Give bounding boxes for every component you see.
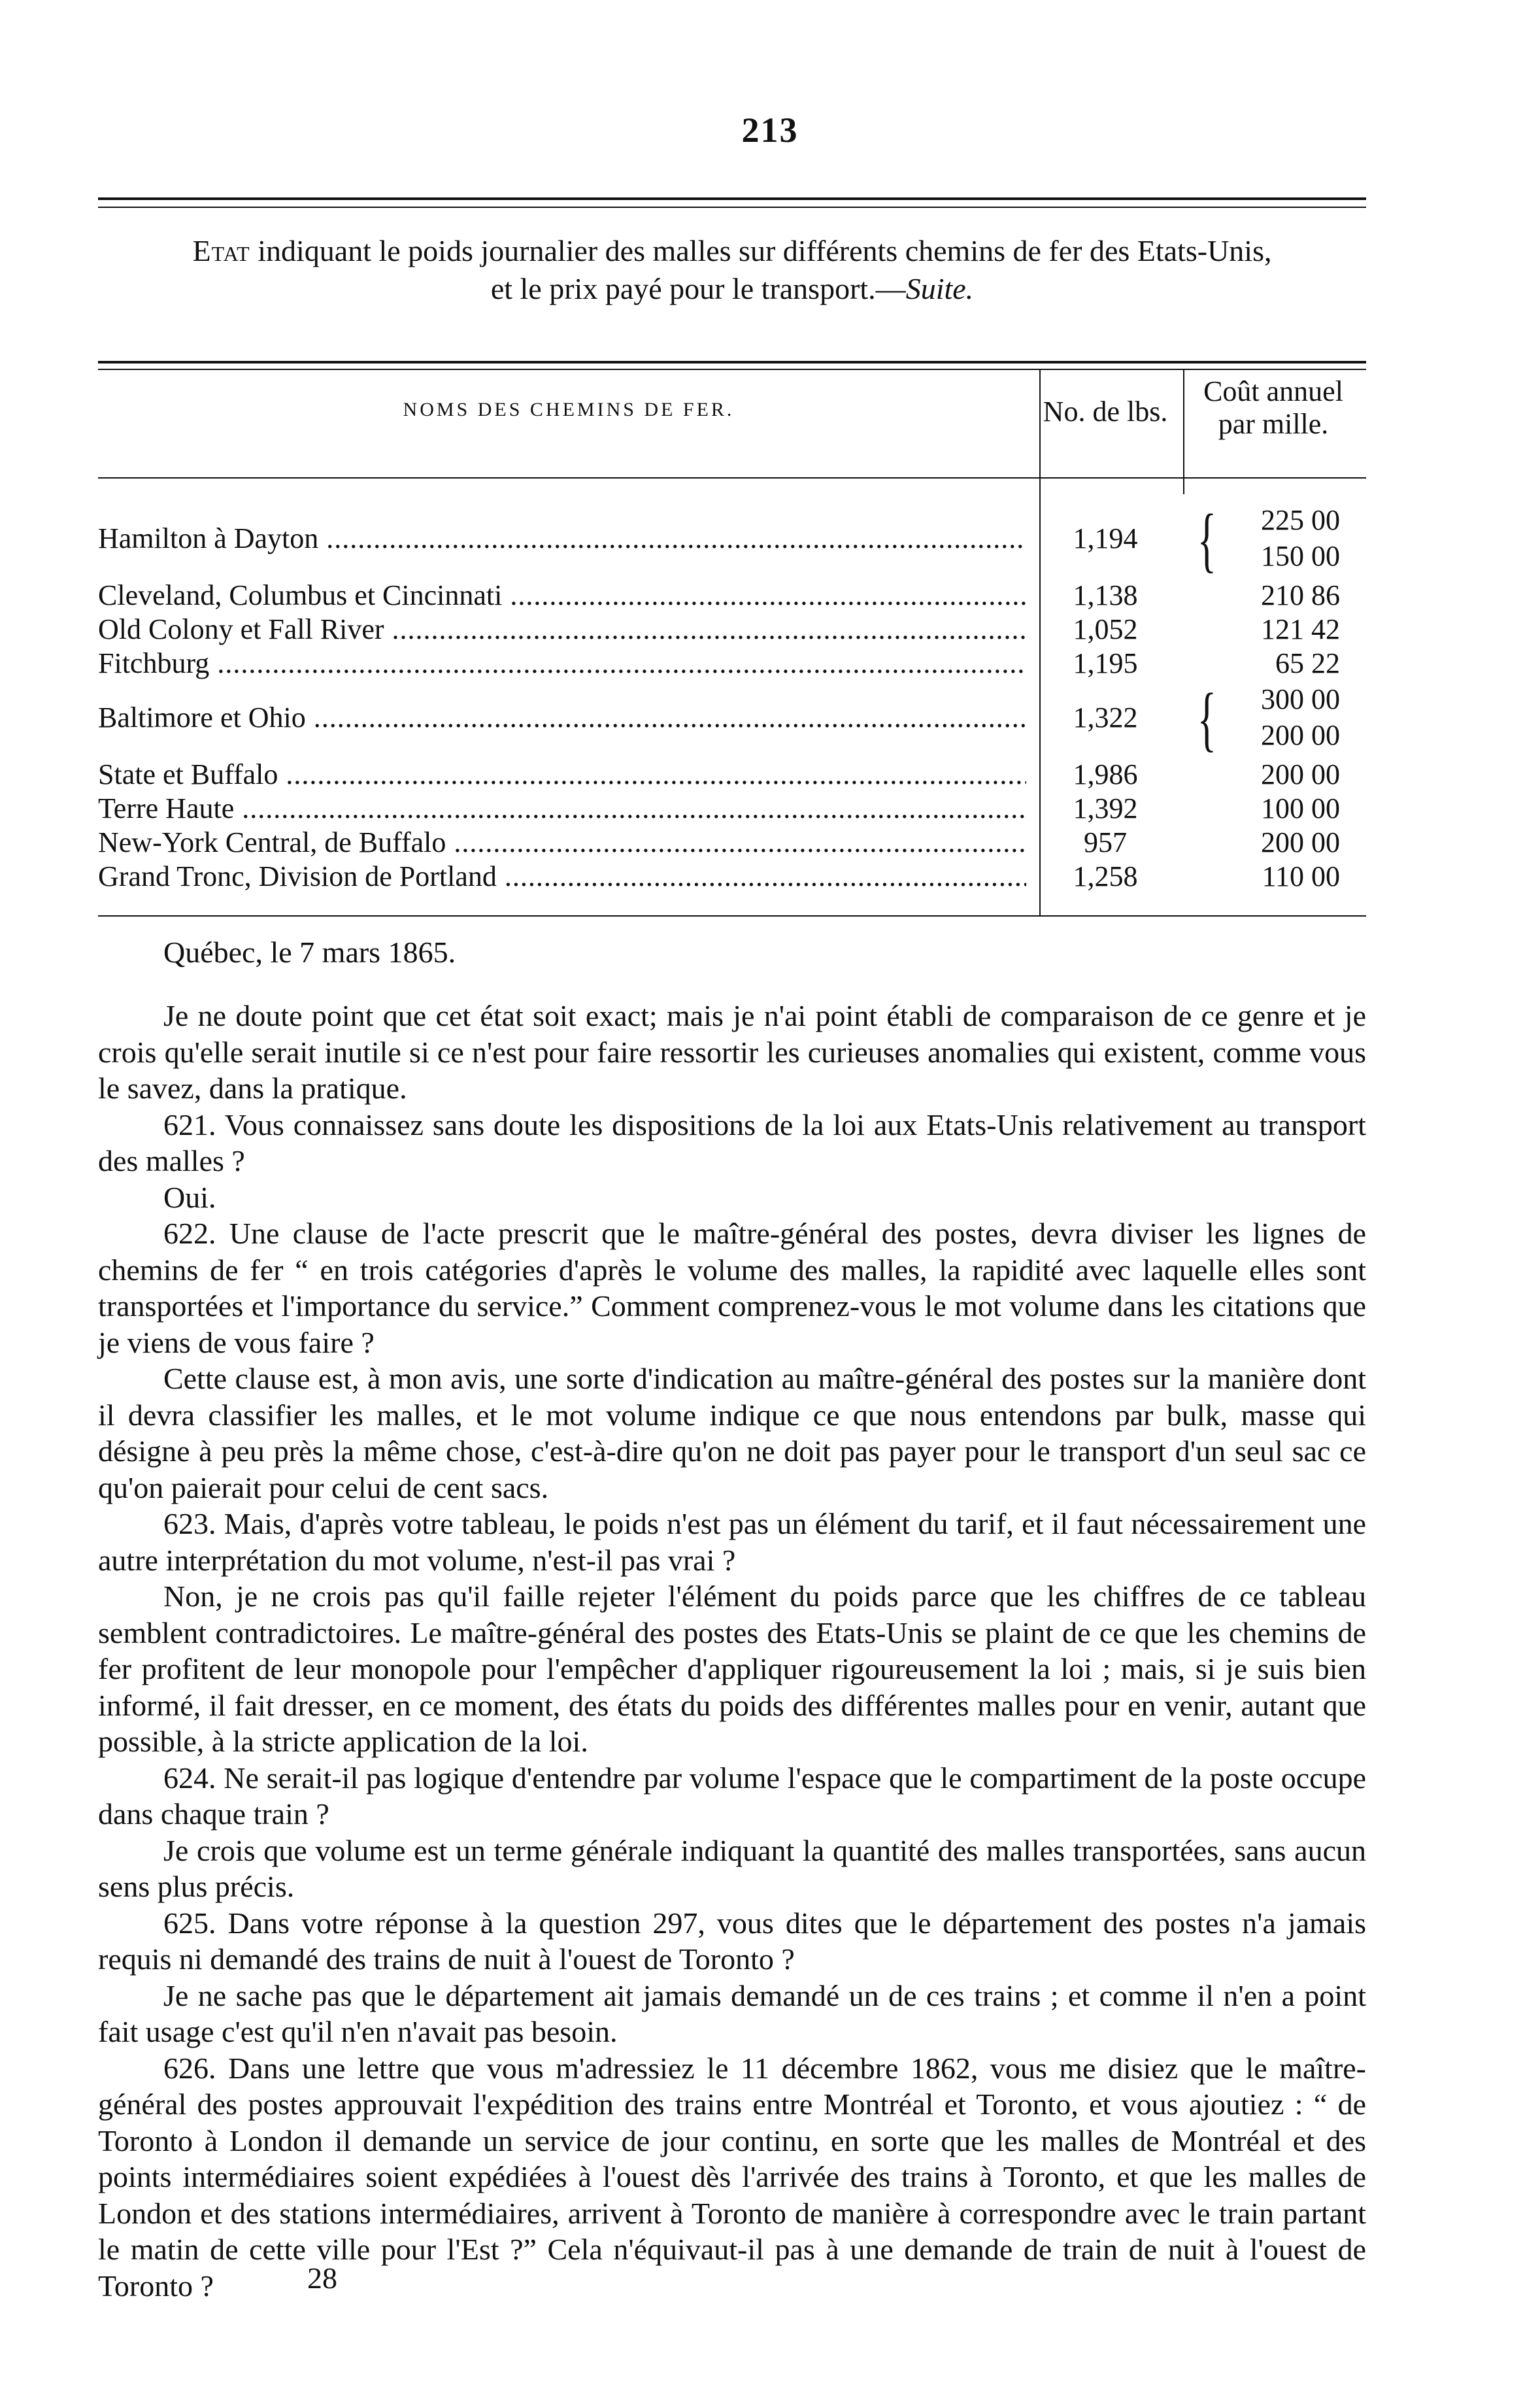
row-cost: 200 00 [1261, 758, 1340, 790]
column-divider-2 [1183, 370, 1184, 494]
header-cost-line2: par mille. [1218, 408, 1329, 440]
table-row [98, 826, 1366, 860]
question-paragraph: 626. Dans une lettre que vous m'adressiez le 11 décembre 1862, vous me disiez que le maître-général des postes approuvait l'expédition des trains entre Montréal et Toronto, et vous ajoutiez : “ de Toronto à London il demande un service de jour continu, en sorte que les malles de Montréal et des points intermédiaires soient expédiées à l'ouest dès l'arrivée des trains à Toronto, et que les malles de London et des stations intermédiaires, arrivent à Toronto de manière à correspondre avec le train partant le matin de cette ville pour l'Est ?” Cela n'équivaut-il pas à une demande de train de nuit à l'ouest de Toronto ? [98, 2051, 1366, 2303]
answer-paragraph: Je ne sache pas que le département ait jamais demandé un de ces trains ; et comme il n'en a point fait usage c'est qu'il n'en n'avait pas besoin. [98, 1978, 1366, 2048]
header-lbs: No. de lbs. [1043, 396, 1168, 428]
paragraph: Je ne doute point que cet état soit exact; mais je n'ai point établi de comparaison de ce genre et je crois qu'elle serait inutile si ce n'est pour faire ressortir les curieuses anomalies qui existent, comme vous le savez, dans la pratique. [98, 999, 1366, 1105]
row-cost: 300 00 [1261, 683, 1340, 715]
date-line: Québec, le 7 mars 1865. [163, 936, 456, 969]
row-cost: 65 22 [1275, 647, 1340, 679]
table-row [98, 647, 1366, 681]
title-suffix: Suite. [905, 272, 974, 305]
table-row [98, 860, 1366, 894]
row-lbs: 1,052 [1073, 613, 1138, 645]
question-paragraph: 621. Vous connaissez sans doute les dispositions de la loi aux Etats-Unis relativement au transport des malles ? [98, 1107, 1366, 1177]
table-row [98, 679, 1366, 758]
signature-mark: 28 [307, 2261, 337, 2295]
body-text [98, 998, 1366, 2304]
row-name: Baltimore et Ohio ..... [98, 701, 1026, 735]
row-cost: 110 00 [1262, 860, 1340, 892]
table-title-line1 [98, 232, 1366, 270]
row-name: Fitchburg ..... [98, 647, 1026, 681]
brace-glyph: { [1197, 499, 1216, 579]
row-cost: 200 00 [1261, 826, 1340, 858]
table-bottom-rule [98, 915, 1366, 917]
row-lbs: 1,195 [1073, 647, 1138, 679]
table-row [98, 579, 1366, 613]
answer-paragraph: Oui. [163, 1180, 216, 1214]
table-top-rule-2 [98, 369, 1366, 370]
top-double-rule-1 [98, 197, 1366, 200]
brace-glyph: { [1197, 679, 1216, 758]
row-name: Grand Tronc, Division de Portland ..... [98, 860, 1026, 894]
row-name: Hamilton à Dayton ..... [98, 522, 1026, 556]
question-paragraph: 625. Dans votre réponse à la question 297, vous dites que le département des postes n'a jamais requis ni demandé des trains de nuit à l'ouest de Toronto ? [98, 1906, 1366, 1976]
row-name: Old Colony et Fall River ..... [98, 613, 1026, 647]
page-number: 213 [741, 110, 799, 150]
question-paragraph: 623. Mais, d'après votre tableau, le poids n'est pas un élément du tarif, et il faut nécessairement une autre interprétation du mot volume, n'est-il pas vrai ? [98, 1507, 1366, 1577]
table-row [98, 758, 1366, 792]
row-name: State et Buffalo ..... [98, 758, 1026, 792]
row-lbs: 1,194 [1073, 522, 1138, 554]
row-lbs: 1,258 [1073, 860, 1138, 892]
top-double-rule-2 [98, 207, 1366, 208]
header-rule [98, 477, 1366, 479]
row-cost: 225 00 [1261, 504, 1340, 536]
table-row [98, 499, 1366, 579]
row-cost: 210 86 [1261, 579, 1340, 611]
answer-paragraph: Cette clause est, à mon avis, une sorte d'indication au maître-général des postes sur la manière dont il devra classifier les malles, et le mot volume indique ce que nous entendons par bulk, masse qui désigne à peu près la même chose, c'est-à-dire qu'on ne doit pas payer pour le transport d'un seul sac ce qu'on paierait pour celui de cent sacs. [98, 1362, 1366, 1504]
row-lbs: 1,392 [1073, 792, 1138, 824]
row-lbs: 1,322 [1073, 701, 1138, 734]
table-title [98, 232, 1366, 308]
question-paragraph: 624. Ne serait-il pas logique d'entendre par volume l'espace que le compartiment de la poste occupe dans chaque train ? [98, 1761, 1366, 1831]
table-top-rule-1 [98, 361, 1366, 363]
row-lbs: 1,986 [1073, 758, 1138, 790]
header-names: NOMS DES CHEMINS DE FER. [403, 399, 735, 420]
question-paragraph: 622. Une clause de l'acte prescrit que le maître-général des postes, devra diviser les lignes de chemins de fer “ en trois catégories d'après le volume des malles, la rapidité avec laquelle elles sont transportées et l'importance du service.” Comment comprenez-vous le mot volume dans les citations que je viens de vous faire ? [98, 1217, 1366, 1359]
title-line1-rest: indiquant le poids journalier des malles sur différents chemins de fer des Etats-Unis, [258, 234, 1272, 267]
row-name: Cleveland, Columbus et Cincinnati ..... [98, 579, 1026, 613]
row-name: Terre Haute ..... [98, 792, 1026, 826]
answer-paragraph: Non, je ne crois pas qu'il faille rejeter l'élément du poids parce que les chiffres de ce tableau semblent contradictoires. Le maître-général des postes des Etats-Unis se plaint de ce que les chemins de fer profitent de leur monopole pour l'empêcher d'appliquer rigoureusement la loi ; mais, si je suis bien informé, il fait dresser, en ce moment, des états du poids des différentes malles pour en venir, autant que possible, à la stricte application de la loi. [98, 1579, 1366, 1758]
row-lbs: 1,138 [1073, 579, 1138, 611]
row-cost-alt: 200 00 [1261, 719, 1340, 751]
table-row [98, 613, 1366, 647]
row-cost-alt: 150 00 [1261, 540, 1340, 572]
row-cost: 100 00 [1261, 792, 1340, 824]
table-title-line2 [98, 270, 1366, 308]
table-row [98, 792, 1366, 826]
header-cost [1182, 375, 1365, 441]
title-small-caps: Etat [192, 234, 250, 267]
row-name: New-York Central, de Buffalo ..... [98, 826, 1026, 860]
title-line2: et le prix payé pour le transport.— [490, 272, 906, 305]
row-lbs: 957 [1084, 826, 1127, 858]
answer-paragraph: Je crois que volume est un terme générale indiquant la quantité des malles transportées, sans aucun sens plus précis. [98, 1833, 1366, 1903]
row-cost: 121 42 [1261, 613, 1340, 645]
header-cost-line1: Coût annuel [1203, 375, 1343, 407]
mail-weight-table [98, 361, 1366, 917]
